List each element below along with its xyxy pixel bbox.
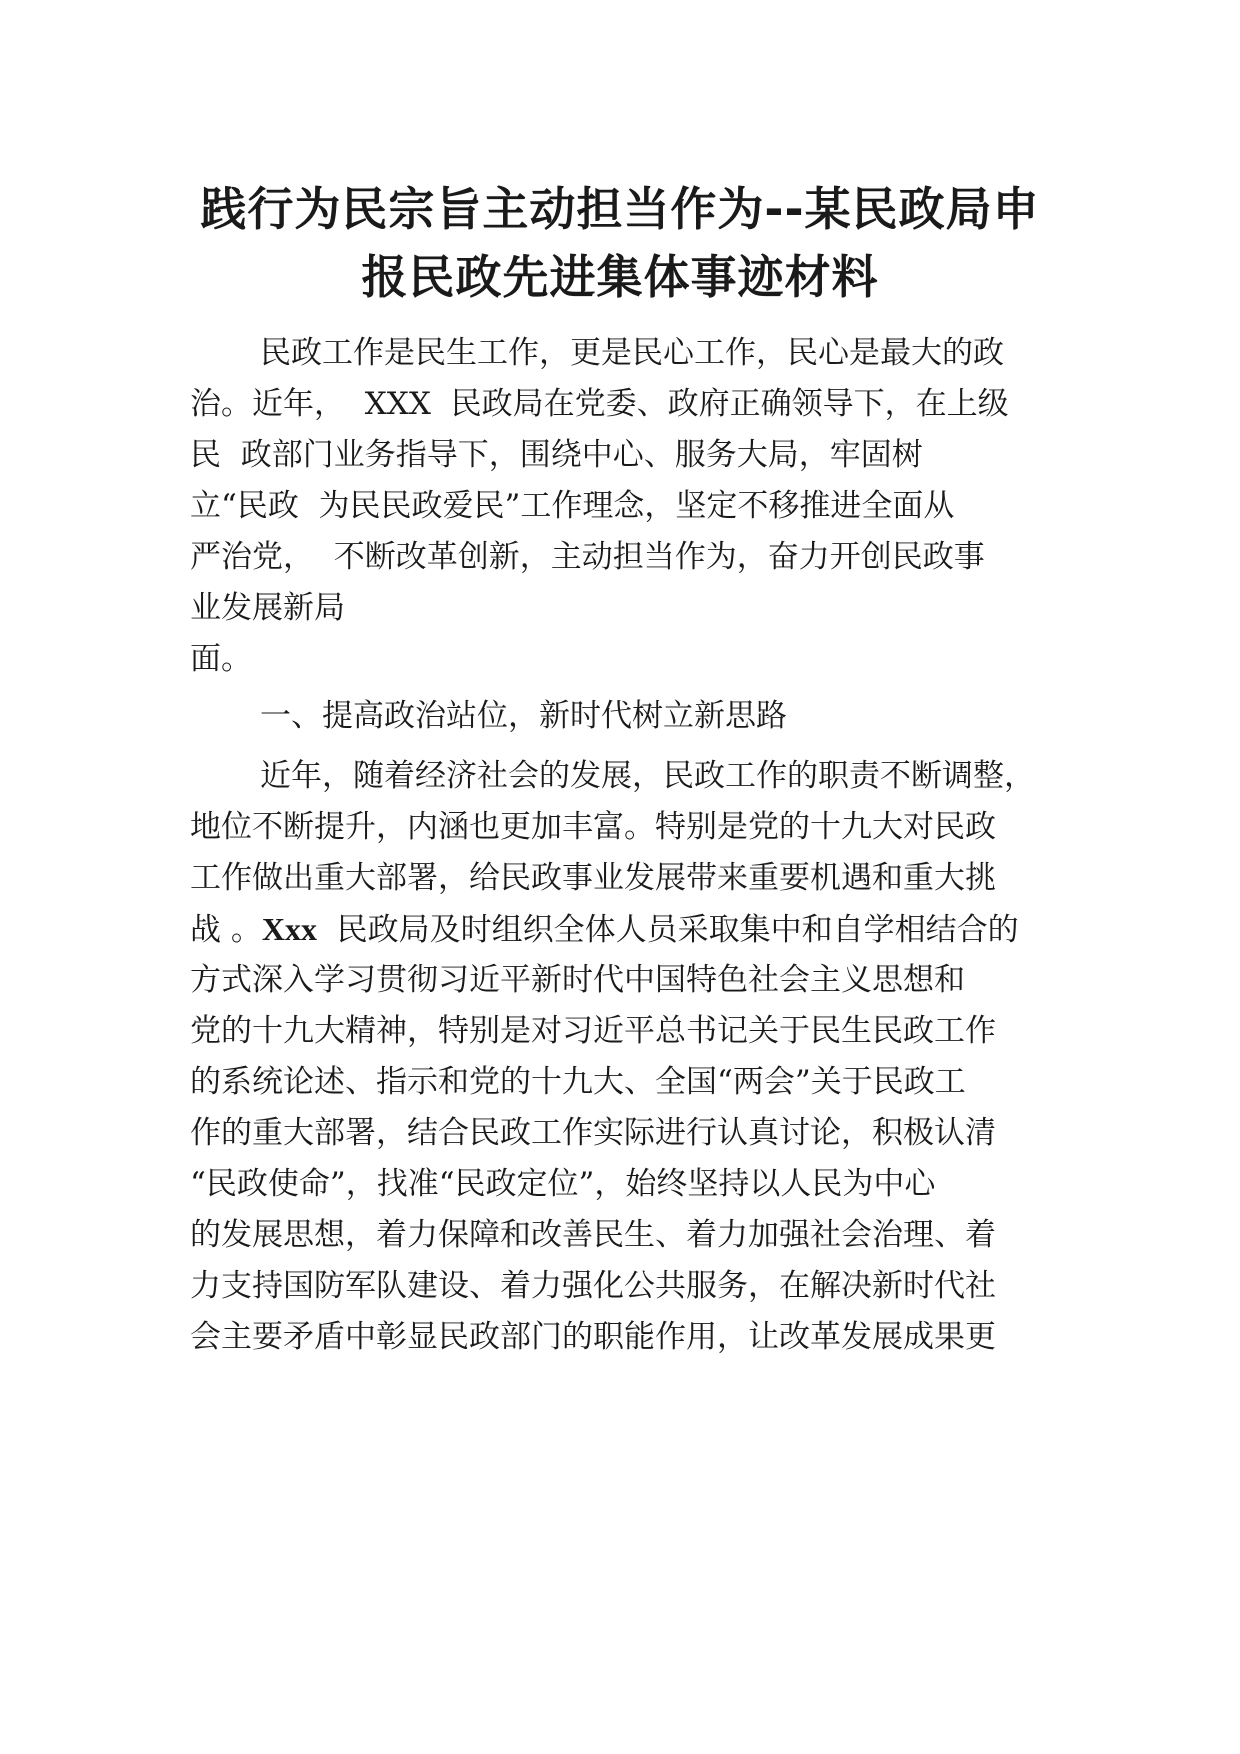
- document-title-line-2: 报民政先进集体事迹材料: [361, 250, 879, 304]
- section-line-9: “民政使命”，找准“民政定位”，始终坚持以人民为中心: [190, 1166, 936, 1202]
- section-heading: 一、提高政治站位，新时代树立新思路: [260, 698, 787, 734]
- section-line-4-end: 民政局及时组织全体人员采取集中和自学相结合的: [316, 912, 1019, 948]
- section-line-4-start: 战 。: [190, 912, 262, 948]
- section-line-6: 党的十九大精神，特别是对习近平总书记关于民生民政工作: [190, 1013, 996, 1049]
- intro-line-6: 业发展新局: [190, 590, 345, 626]
- document-title-line-1: 践行为民宗旨主动担当作为--某民政局申: [200, 182, 1040, 236]
- intro-line-1: 民政工作是民生工作，更是民心工作，民心是最大的政: [260, 335, 1004, 371]
- section-line-1: 近年，随着经济社会的发展，民政工作的职责不断调整，: [260, 758, 1035, 794]
- intro-line-5: 严治党， 不断改革创新，主动担当作为，奋力开创民政事: [190, 539, 985, 575]
- section-line-8: 作的重大部署，结合民政工作实际进行认真讨论，积极认清: [190, 1115, 996, 1151]
- section-line-3: 工作做出重大部署，给民政事业发展带来重要机遇和重大挑: [190, 860, 996, 896]
- section-line-2: 地位不断提升，内涵也更加丰富。特别是党的十九大对民政: [190, 809, 996, 845]
- section-line-4: [190, 907, 1019, 951]
- intro-line-2: 治。近年， XXX 民政局在党委、政府正确领导下，在上级: [190, 386, 1009, 422]
- section-line-5: 方式深入学习贯彻习近平新时代中国特色社会主义思想和: [190, 962, 965, 998]
- intro-line-7: 面。: [190, 641, 252, 677]
- section-line-12: 会主要矛盾中彰显民政部门的职能作用，让改革发展成果更: [190, 1319, 996, 1355]
- section-line-10: 的发展思想，着力保障和改善民生、着力加强社会治理、着: [190, 1217, 996, 1253]
- section-line-7: 的系统论述、指示和党的十九大、全国“两会”关于民政工: [190, 1064, 966, 1100]
- section-line-11: 力支持国防军队建设、着力强化公共服务，在解决新时代社: [190, 1268, 996, 1304]
- bold-org-name: Xxx: [261, 911, 317, 947]
- intro-line-4: 立“民政 为民民政爱民”工作理念，坚定不移推进全面从: [190, 488, 955, 524]
- intro-line-3: 民 政部门业务指导下，围绕中心、服务大局，牢固树: [190, 437, 923, 473]
